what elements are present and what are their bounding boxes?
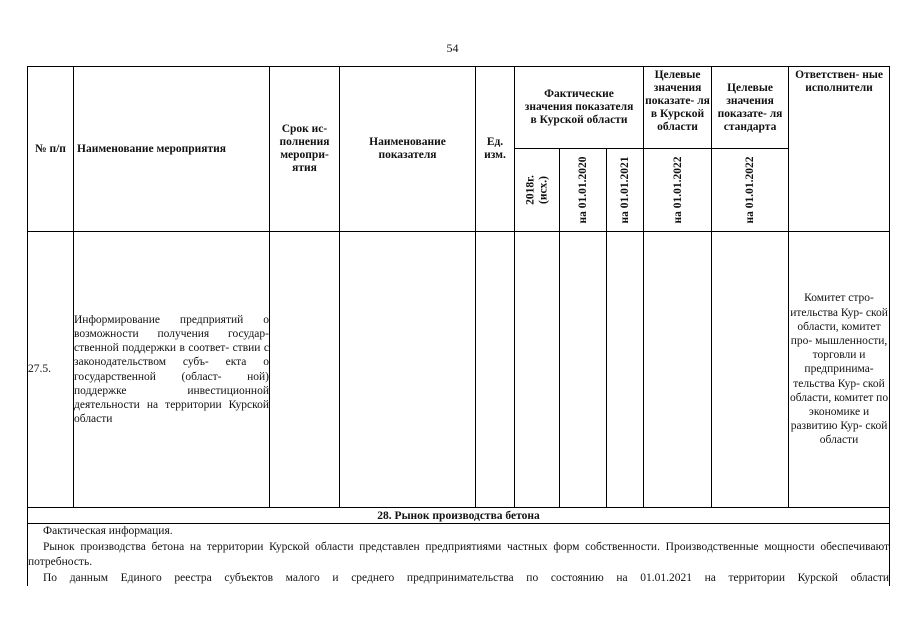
table-row [28, 232, 890, 508]
row-measure: Информирование предприятий о возможности получения государ- ственной поддержки в соответ- ствии с законодательством субъ- екта о государственной (област- ной) поддержке инвестиционной деятельности на территории Курской области [74, 232, 270, 508]
measures-table [27, 66, 890, 586]
row-num: 27.5. [28, 232, 74, 508]
page-number: 54 [446, 41, 459, 55]
subheader-2022-standard [712, 149, 789, 232]
section-paragraph: Фактическая информация. [43, 525, 173, 537]
row-value-2018 [515, 232, 560, 508]
col-header-target-standard: Целевые значения показате- ля стандарта [712, 67, 789, 149]
col-header-num: № п/п [28, 67, 74, 232]
section-title: 28. Рынок производства бетона [28, 508, 890, 524]
header-row [28, 67, 890, 149]
col-header-measure: Наименование мероприятия [74, 67, 270, 232]
row-unit [476, 232, 515, 508]
section-paragraph: По данным Единого реестра субъектов малого и среднего предпринимательства по состоянию на 01.01.2021 на территории Курской области [43, 571, 890, 584]
subheader-2022-region [644, 149, 712, 232]
row-value-2022-standard [712, 232, 789, 508]
col-header-target-region: Целевые значения показате- ля в Курской области [644, 67, 712, 149]
subheader-2020-label: на 01.01.2020 [576, 156, 589, 224]
row-responsible: Комитет стро- ительства Кур- ской области, комитет про- мышленности, торговли и предпринима- тельства Кур- ской области, комитет по экономике и развитию Кур- ской области [789, 232, 890, 508]
subheader-2018 [515, 149, 560, 232]
row-value-2021 [607, 232, 644, 508]
subheader-2022-region-label: на 01.01.2022 [671, 156, 684, 224]
col-header-indicator: Наименование показателя [340, 67, 476, 232]
subheader-2021 [607, 149, 644, 232]
section-text [28, 524, 890, 587]
subheader-2022-standard-label: на 01.01.2022 [743, 156, 756, 224]
row-value-2022-region [644, 232, 712, 508]
col-header-actual: Фактические значения показателя в Курской области [515, 67, 644, 149]
subheader-2020 [560, 149, 607, 232]
row-value-2020 [560, 232, 607, 508]
section-title-row [28, 508, 890, 524]
section-text-row [28, 524, 890, 587]
col-header-unit: Ед. изм. [476, 67, 515, 232]
col-header-responsible: Ответствен- ные исполнители [789, 67, 890, 232]
row-deadline [270, 232, 340, 508]
section-paragraph: Рынок производства бетона на территории Курской области представлен предприятиями частных форм собственности. Производственные мощности обеспечивают потребность. [28, 540, 890, 568]
col-header-deadline: Срок ис- полнения меропри- ятия [270, 67, 340, 232]
row-indicator [340, 232, 476, 508]
subheader-2021-label: на 01.01.2021 [618, 156, 631, 224]
subheader-2018-label: 2018г. (исх.) [524, 175, 549, 205]
